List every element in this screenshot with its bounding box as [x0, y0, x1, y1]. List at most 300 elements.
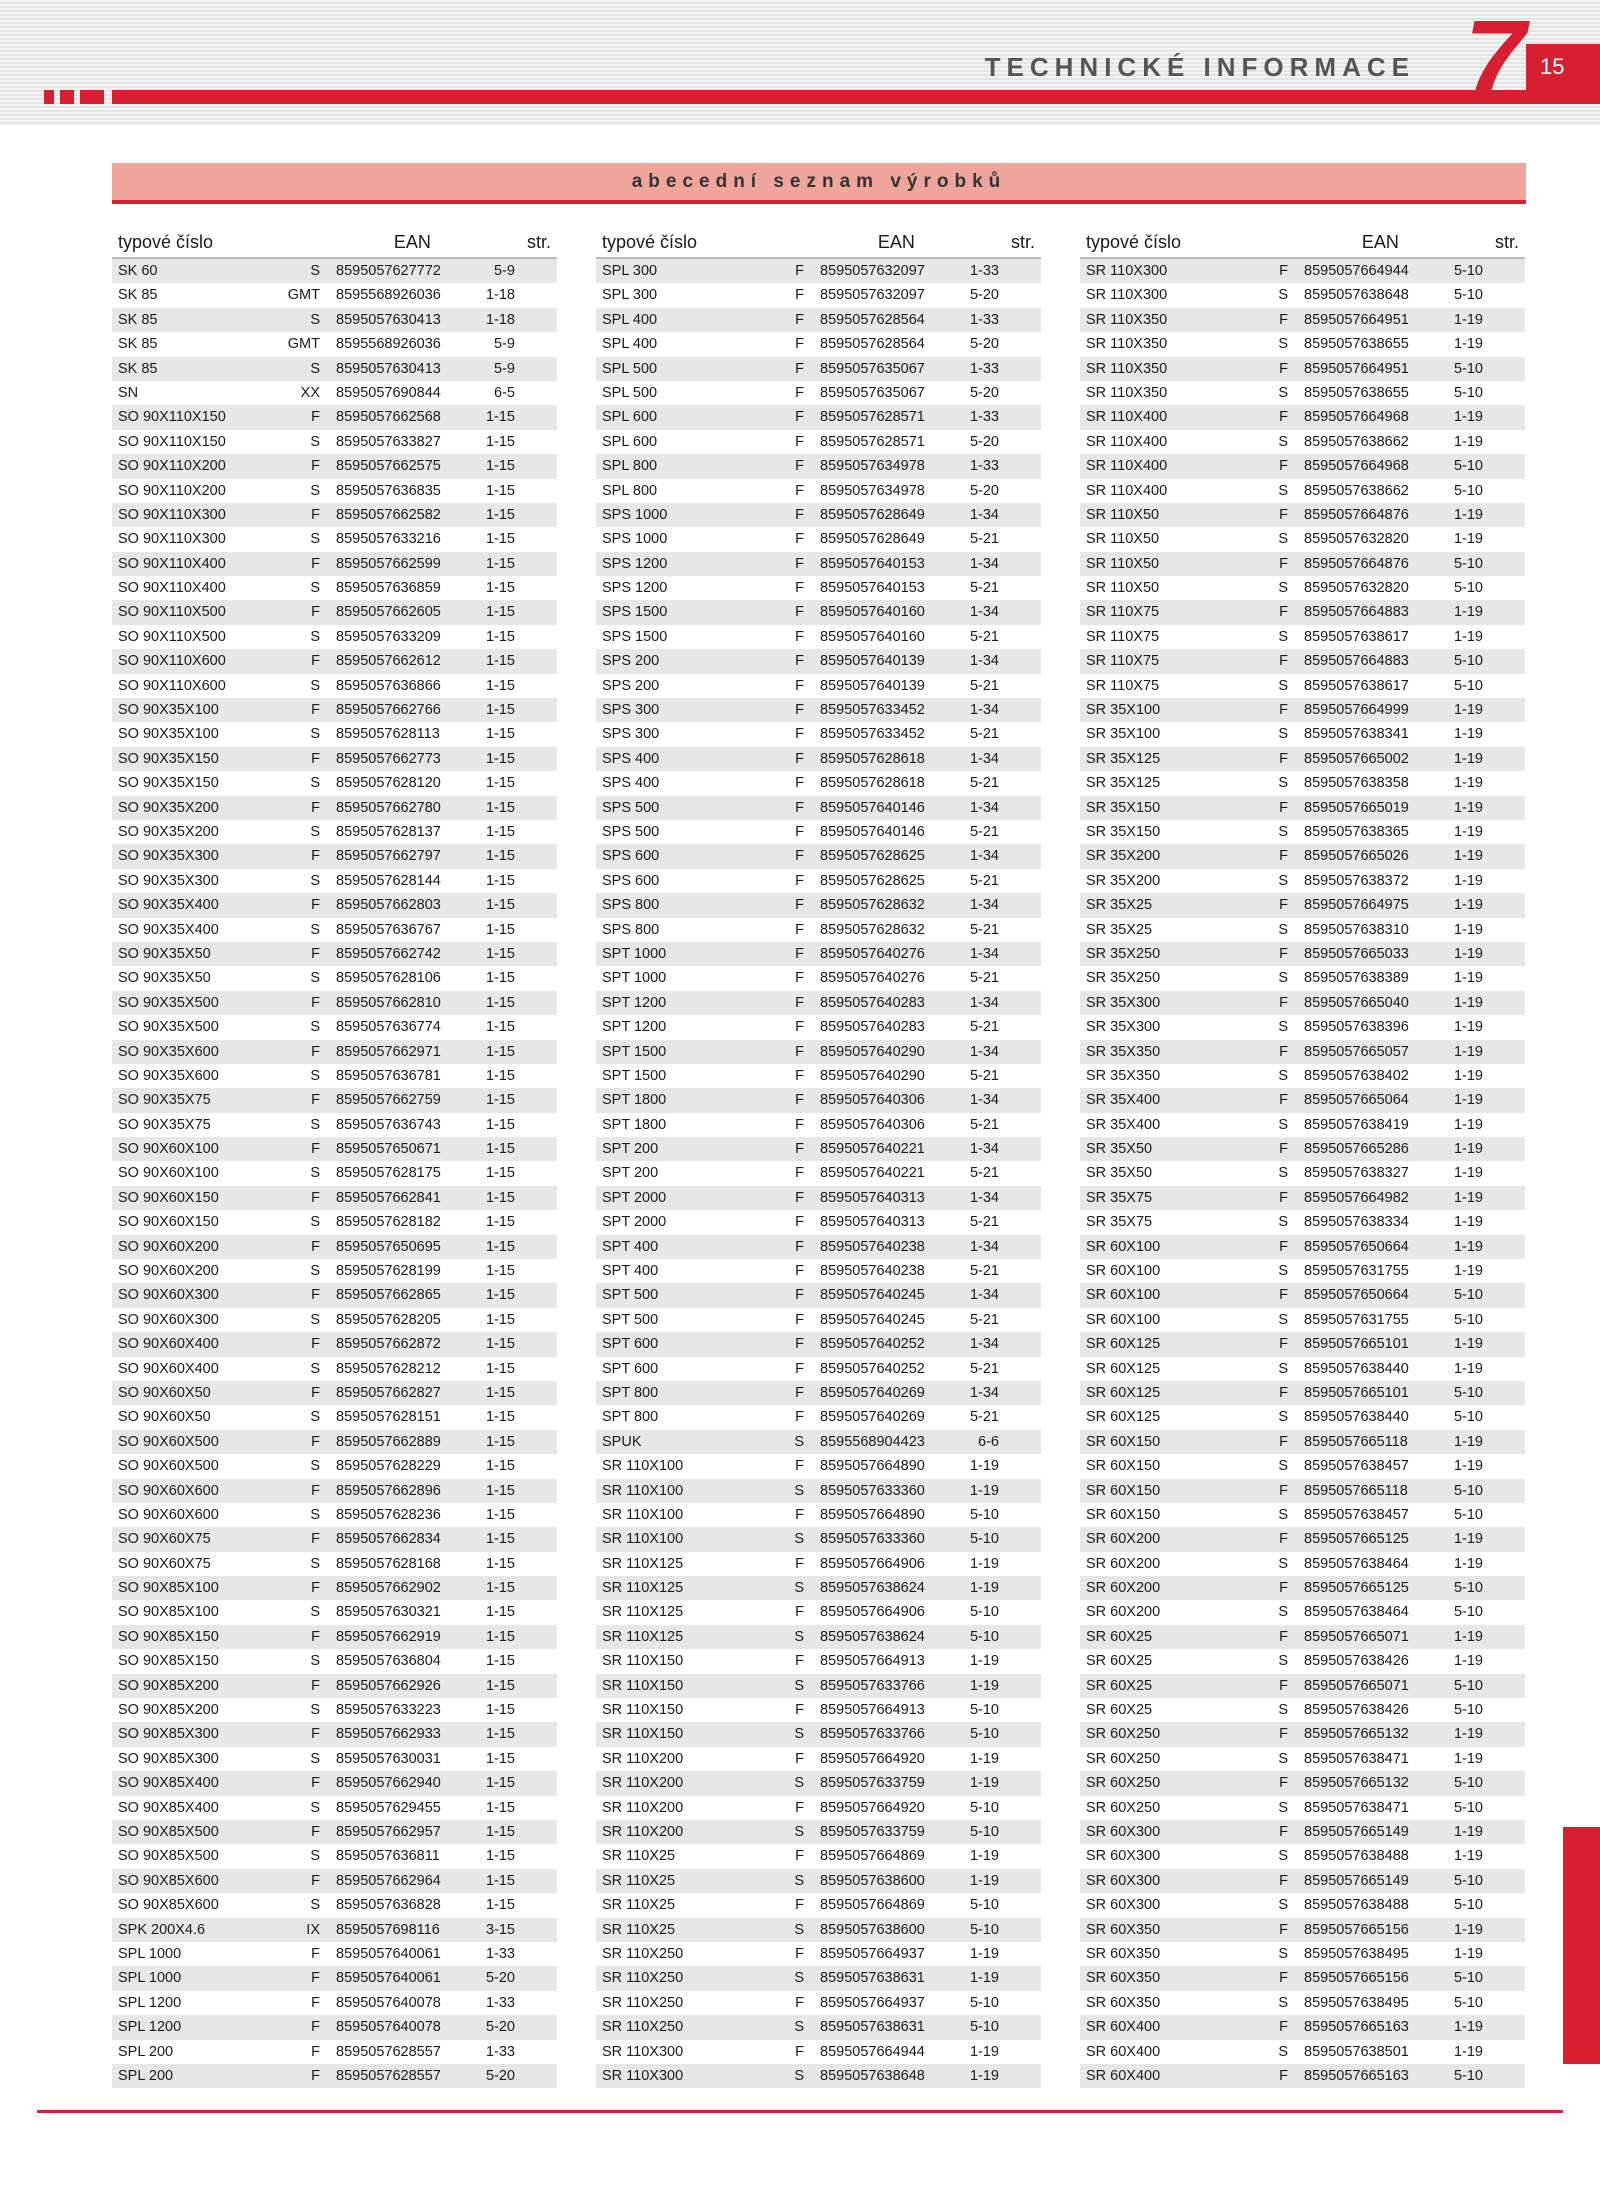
ean-cell: 8595057632820	[1304, 531, 1409, 548]
page-cell: 1-19	[1453, 506, 1483, 523]
variant-cell: GMT	[287, 336, 320, 353]
ean-cell: 8595057638624	[820, 1580, 925, 1597]
page-cell: 5-10	[1453, 1775, 1483, 1792]
header-red-line	[112, 90, 1600, 104]
table-row	[1080, 966, 1525, 990]
ean-cell: 8595057638440	[1304, 1360, 1409, 1377]
page-cell: 5-10	[1453, 458, 1483, 475]
variant-cell: S	[310, 921, 320, 938]
variant-cell: S	[794, 1482, 804, 1499]
type-number-cell: SR 110X50	[1086, 555, 1160, 572]
variant-cell: F	[311, 1238, 320, 1255]
ean-cell: 8595057632820	[1304, 580, 1409, 597]
page-cell: 6-5	[494, 384, 515, 401]
ean-cell: 8595057640221	[820, 1165, 925, 1182]
type-number-cell: SO 90X110X400	[118, 555, 226, 572]
page-cell: 1-34	[969, 1287, 999, 1304]
type-number-cell: SR 110X350	[1086, 311, 1168, 328]
table-row	[596, 1649, 1041, 1673]
variant-cell: F	[795, 1409, 804, 1426]
type-number-cell: SO 90X35X500	[118, 1019, 219, 1036]
ean-cell: 8595057633360	[820, 1482, 925, 1499]
ean-cell: 8595057638495	[1304, 1994, 1409, 2011]
type-number-cell: SO 90X60X150	[118, 1214, 219, 1231]
page-cell: 1-15	[485, 1653, 515, 1670]
ean-cell: 8595057640245	[820, 1311, 925, 1328]
ean-cell: 8595057664944	[1304, 263, 1409, 279]
page-cell: 1-19	[969, 1677, 999, 1694]
page-cell: 1-19	[1453, 1141, 1483, 1158]
table-row	[596, 1576, 1041, 1600]
table-row	[596, 1552, 1041, 1576]
ean-cell: 8595057629455	[336, 1799, 441, 1816]
variant-cell: F	[311, 1580, 320, 1597]
type-number-cell: SPS 1000	[602, 531, 668, 548]
page-cell: 1-19	[969, 1555, 999, 1572]
ean-cell: 8595057662803	[336, 897, 441, 914]
page-cell: 1-15	[485, 823, 515, 840]
variant-cell: F	[795, 360, 804, 377]
table-row	[1080, 308, 1525, 332]
page-cell: 5-10	[969, 1994, 999, 2011]
ean-cell: 8595057664968	[1304, 409, 1409, 426]
page-cell: 1-19	[1453, 970, 1483, 987]
table-row	[112, 1552, 557, 1576]
type-number-cell: SR 110X400	[1086, 482, 1168, 499]
page-cell: 1-15	[485, 1019, 515, 1036]
type-number-cell: SPK 200X4.6	[118, 1921, 206, 1938]
page-cell: 5-9	[494, 336, 515, 353]
table-row	[112, 2040, 557, 2064]
type-number-cell: SO 90X110X600	[118, 677, 226, 694]
table-row	[596, 1088, 1041, 1112]
type-number-cell: SR 60X125	[1086, 1336, 1161, 1353]
header-page: str.	[1011, 232, 1036, 252]
table-row	[1080, 259, 1525, 283]
variant-cell: F	[311, 1531, 320, 1548]
page-cell: 1-34	[969, 1238, 999, 1255]
table-row	[1080, 1332, 1525, 1356]
variant-cell: S	[310, 1263, 320, 1280]
variant-cell: S	[794, 1824, 804, 1840]
ean-cell: 8595057662582	[336, 506, 441, 523]
page-cell: 1-15	[485, 1360, 515, 1377]
variant-cell: F	[795, 677, 804, 694]
page-cell: 1-15	[485, 945, 515, 962]
variant-cell: S	[1278, 628, 1288, 645]
table-row	[112, 600, 557, 624]
table-row	[1080, 1040, 1525, 1064]
page-cell: 1-15	[485, 458, 515, 475]
page-cell: 1-19	[1453, 336, 1483, 353]
ean-cell: 8595057690844	[336, 384, 441, 401]
variant-cell: F	[795, 263, 804, 279]
page-cell: 5-21	[969, 531, 999, 548]
table-row	[596, 430, 1041, 454]
table-row	[596, 869, 1041, 893]
variant-cell: S	[310, 1897, 320, 1914]
variant-cell: F	[311, 945, 320, 962]
page-cell: 1-19	[1453, 2019, 1483, 2036]
ean-cell: 8595057662766	[336, 702, 441, 719]
ean-cell: 8595057640290	[820, 1067, 925, 1084]
ean-cell: 8595057636828	[336, 1897, 441, 1914]
variant-cell: F	[795, 1384, 804, 1401]
variant-cell: F	[311, 1726, 320, 1743]
variant-cell: S	[794, 1433, 804, 1450]
variant-cell: F	[795, 775, 804, 792]
variant-cell: F	[795, 1116, 804, 1133]
page-cell: 1-19	[1453, 1848, 1483, 1865]
table-row	[1080, 2064, 1525, 2088]
variant-cell: F	[795, 506, 804, 523]
variant-cell: S	[1278, 1165, 1288, 1182]
table-row	[1080, 674, 1525, 698]
variant-cell: F	[1279, 848, 1288, 865]
table-row	[1080, 1137, 1525, 1161]
type-number-cell: SPS 1500	[602, 604, 668, 621]
table-row	[596, 796, 1041, 820]
variant-cell: F	[311, 750, 320, 767]
table-row	[596, 381, 1041, 405]
variant-cell: S	[310, 1311, 320, 1328]
table-row	[112, 649, 557, 673]
page-cell: 5-21	[969, 775, 999, 792]
page-cell: 1-15	[485, 1189, 515, 1206]
page-cell: 5-10	[1453, 1872, 1483, 1889]
ean-cell: 8595057638358	[1304, 775, 1409, 792]
ean-cell: 8595057640139	[820, 653, 925, 670]
table-row	[596, 357, 1041, 381]
variant-cell: S	[1278, 1799, 1288, 1816]
variant-cell: F	[1279, 360, 1288, 377]
page-cell: 1-19	[1453, 702, 1483, 719]
table-row	[596, 259, 1041, 283]
page-cell: 1-19	[1453, 1653, 1483, 1670]
variant-cell: S	[310, 482, 320, 499]
type-number-cell: SPT 500	[602, 1287, 659, 1304]
type-number-cell: SO 90X85X150	[118, 1653, 219, 1670]
ean-cell: 8595057665286	[1304, 1141, 1409, 1158]
variant-cell: S	[310, 1019, 320, 1036]
type-number-cell: SPS 500	[602, 799, 660, 816]
ean-cell: 8595057640245	[820, 1287, 925, 1304]
ean-cell: 8595057662902	[336, 1580, 441, 1597]
table-header	[112, 213, 557, 259]
table-row	[112, 1625, 557, 1649]
ean-cell: 8595057628625	[820, 872, 925, 889]
product-table-column-3	[1080, 213, 1525, 2088]
table-row	[596, 1259, 1041, 1283]
variant-cell: F	[795, 799, 804, 816]
page-cell: 1-19	[1453, 1214, 1483, 1231]
page-cell: 5-21	[969, 628, 999, 645]
type-number-cell: SR 35X400	[1086, 1092, 1161, 1109]
type-number-cell: SR 35X350	[1086, 1067, 1161, 1084]
page-cell: 5-10	[1453, 653, 1483, 670]
table-row	[596, 1454, 1041, 1478]
variant-cell: S	[1278, 775, 1288, 792]
type-number-cell: SO 90X35X600	[118, 1043, 219, 1060]
ean-cell: 8595057630031	[336, 1750, 441, 1767]
page-cell: 1-15	[485, 1824, 515, 1840]
ean-cell: 8595057640238	[820, 1238, 925, 1255]
type-number-cell: SR 60X400	[1086, 2067, 1161, 2084]
page-cell: 5-20	[485, 2067, 515, 2084]
page-cell: 1-19	[969, 1970, 999, 1987]
variant-cell: S	[1278, 677, 1288, 694]
variant-cell: F	[311, 848, 320, 865]
page-cell: 1-33	[969, 409, 999, 426]
type-number-cell: SR 35X250	[1086, 945, 1161, 962]
ean-cell: 8595057662926	[336, 1677, 441, 1694]
page-cell: 5-21	[969, 1214, 999, 1231]
variant-cell: F	[311, 1824, 320, 1840]
page-cell: 1-19	[1453, 628, 1483, 645]
footer-line	[37, 2110, 1563, 2113]
type-number-cell: SR 110X250	[602, 1945, 684, 1962]
variant-cell: F	[795, 531, 804, 548]
ean-cell: 8595057662865	[336, 1287, 441, 1304]
variant-cell: F	[795, 1165, 804, 1182]
variant-cell: F	[795, 1238, 804, 1255]
variant-cell: F	[1279, 945, 1288, 962]
variant-cell: F	[311, 1043, 320, 1060]
type-number-cell: SR 60X250	[1086, 1775, 1161, 1792]
page-cell: 1-15	[485, 1458, 515, 1475]
type-number-cell: SPS 600	[602, 848, 660, 865]
type-number-cell: SO 90X85X100	[118, 1604, 219, 1621]
page-cell: 1-15	[485, 1263, 515, 1280]
type-number-cell: SPL 200	[118, 2043, 174, 2060]
page-cell: 1-15	[485, 775, 515, 792]
type-number-cell: SO 90X60X100	[118, 1165, 219, 1182]
type-number-cell: SR 110X100	[602, 1506, 684, 1523]
ean-cell: 8595057665026	[1304, 848, 1409, 865]
table-row	[112, 1357, 557, 1381]
variant-cell: F	[795, 823, 804, 840]
table-row	[596, 1210, 1041, 1234]
page-cell: 5-10	[1453, 1994, 1483, 2011]
ean-cell: 8595057638648	[1304, 287, 1409, 304]
ean-cell: 8595057665132	[1304, 1775, 1409, 1792]
ean-cell: 8595057636811	[336, 1848, 440, 1865]
ean-cell: 8595057665019	[1304, 799, 1409, 816]
ean-cell: 8595057638495	[1304, 1945, 1409, 1962]
variant-cell: S	[1278, 823, 1288, 840]
variant-cell: F	[795, 1360, 804, 1377]
variant-cell: S	[310, 311, 320, 328]
ean-cell: 8595057662780	[336, 799, 441, 816]
variant-cell: F	[1279, 653, 1288, 670]
ean-cell: 8595057638617	[1304, 677, 1409, 694]
type-number-cell: SR 110X150	[602, 1653, 684, 1670]
table-row	[1080, 942, 1525, 966]
table-row	[1080, 454, 1525, 478]
page-cell: 1-34	[969, 1092, 999, 1109]
variant-cell: F	[795, 994, 804, 1011]
page-cell: 5-10	[969, 1726, 999, 1743]
page-cell: 1-19	[969, 1580, 999, 1597]
table-row	[596, 2015, 1041, 2039]
type-number-cell: SPS 800	[602, 921, 660, 938]
table-row	[112, 1527, 557, 1551]
type-number-cell: SR 110X25	[602, 1872, 676, 1889]
page-cell: 1-15	[485, 1897, 515, 1914]
table-row	[1080, 1625, 1525, 1649]
table-row	[596, 1869, 1041, 1893]
variant-cell: S	[1278, 921, 1288, 938]
variant-cell: F	[1279, 1531, 1288, 1548]
page-cell: 1-19	[1453, 1263, 1483, 1280]
variant-cell: S	[310, 1506, 320, 1523]
page-cell: 5-9	[494, 263, 515, 279]
table-row	[596, 479, 1041, 503]
variant-cell: F	[795, 409, 804, 426]
page-cell: 1-15	[485, 1726, 515, 1743]
table-row	[596, 1064, 1041, 1088]
table-row	[596, 600, 1041, 624]
type-number-cell: SO 90X35X400	[118, 921, 219, 938]
page-cell: 1-34	[969, 555, 999, 572]
table-row	[1080, 1088, 1525, 1112]
ean-cell: 8595057628137	[336, 823, 441, 840]
variant-cell: F	[1279, 604, 1288, 621]
table-row	[596, 1040, 1041, 1064]
type-number-cell: SR 60X350	[1086, 1970, 1161, 1987]
ean-cell: 8595057638501	[1304, 2043, 1409, 2060]
table-row	[112, 1308, 557, 1332]
page-cell: 1-19	[1453, 872, 1483, 889]
variant-cell: S	[310, 531, 320, 548]
variant-cell: S	[1278, 1506, 1288, 1523]
type-number-cell: SO 90X85X200	[118, 1702, 219, 1719]
table-row	[112, 1161, 557, 1185]
variant-cell: F	[1279, 1872, 1288, 1889]
ean-cell: 8595057665101	[1304, 1336, 1409, 1353]
table-row	[112, 576, 557, 600]
type-number-cell: SR 110X25	[602, 1897, 676, 1914]
ean-cell: 8595057640269	[820, 1384, 925, 1401]
ean-cell: 8595057665118	[1304, 1433, 1408, 1450]
table-row	[596, 527, 1041, 551]
variant-cell: F	[795, 1189, 804, 1206]
page-cell: 1-15	[485, 1775, 515, 1792]
page-cell: 1-15	[485, 1043, 515, 1060]
page-cell: 5-10	[1453, 1384, 1483, 1401]
variant-cell: F	[795, 1604, 804, 1621]
variant-cell: S	[1278, 336, 1288, 353]
variant-cell: S	[310, 1214, 320, 1231]
variant-cell: F	[311, 702, 320, 719]
ean-cell: 8595057664883	[1304, 604, 1409, 621]
page-cell: 5-21	[969, 726, 999, 743]
type-number-cell: SO 90X35X200	[118, 799, 219, 816]
variant-cell: F	[795, 287, 804, 304]
ean-cell: 8595057662797	[336, 848, 441, 865]
variant-cell: S	[310, 580, 320, 597]
table-row	[1080, 332, 1525, 356]
type-number-cell: SR 35X400	[1086, 1116, 1161, 1133]
table-row	[112, 454, 557, 478]
table-row	[112, 552, 557, 576]
variant-cell: IX	[306, 1921, 320, 1938]
page-cell: 5-10	[969, 1921, 999, 1938]
page-cell: 1-19	[1453, 1360, 1483, 1377]
type-number-cell: SR 110X50	[1086, 531, 1160, 548]
ean-cell: 8595057665125	[1304, 1531, 1409, 1548]
page-cell: 5-10	[1453, 1897, 1483, 1914]
page-cell: 5-20	[969, 384, 999, 401]
page-cell: 5-10	[1453, 482, 1483, 499]
table-row	[596, 1918, 1041, 1942]
page-cell: 5-20	[969, 336, 999, 353]
table-row	[596, 674, 1041, 698]
table-row	[1080, 1771, 1525, 1795]
table-row	[112, 893, 557, 917]
variant-cell: F	[795, 653, 804, 670]
page-cell: 1-19	[1453, 921, 1483, 938]
chapter-side-tab	[1563, 1827, 1600, 2064]
ean-cell: 8595057633759	[820, 1775, 925, 1792]
table-row	[596, 918, 1041, 942]
ean-cell: 8595057662834	[336, 1531, 441, 1548]
variant-cell: F	[1279, 1921, 1288, 1938]
type-number-cell: SO 90X60X75	[118, 1531, 211, 1548]
variant-cell: F	[1279, 555, 1288, 572]
variant-cell: F	[1279, 1092, 1288, 1109]
ean-cell: 8595057638464	[1304, 1555, 1409, 1572]
ean-cell: 8595057638631	[820, 1970, 925, 1987]
ean-cell: 8595057635067	[820, 360, 925, 377]
ean-cell: 8595057664906	[820, 1555, 925, 1572]
ean-cell: 8595057640276	[820, 945, 925, 962]
variant-cell: F	[795, 1994, 804, 2011]
variant-cell: F	[1279, 1287, 1288, 1304]
variant-cell: F	[795, 555, 804, 572]
table-row	[596, 1771, 1041, 1795]
variant-cell: F	[311, 1628, 320, 1645]
variant-cell: F	[795, 726, 804, 743]
ean-cell: 8595057638624	[820, 1628, 925, 1645]
ean-cell: 8595057640061	[336, 1945, 441, 1962]
chapter-number: 7	[1464, 0, 1526, 121]
variant-cell: F	[1279, 506, 1288, 523]
ean-cell: 8595057638440	[1304, 1409, 1409, 1426]
type-number-cell: SR 60X250	[1086, 1750, 1161, 1767]
type-number-cell: SO 90X85X600	[118, 1897, 219, 1914]
page-cell: 1-19	[969, 1848, 999, 1865]
table-row	[1080, 771, 1525, 795]
type-number-cell: SR 60X25	[1086, 1653, 1153, 1670]
variant-cell: S	[794, 2019, 804, 2036]
ean-cell: 8595057638648	[820, 2067, 925, 2084]
table-row	[596, 722, 1041, 746]
ean-cell: 8595057662919	[336, 1628, 441, 1645]
ean-cell: 8595057665149	[1304, 1872, 1409, 1889]
page-cell: 5-21	[969, 1067, 999, 1084]
table-row	[112, 1722, 557, 1746]
type-number-cell: SO 90X60X600	[118, 1506, 219, 1523]
variant-cell: F	[311, 409, 320, 426]
variant-cell: S	[794, 1531, 804, 1548]
table-row	[596, 1430, 1041, 1454]
page-cell: 1-15	[485, 1506, 515, 1523]
table-row	[1080, 1503, 1525, 1527]
variant-cell: S	[310, 872, 320, 889]
table-row	[1080, 625, 1525, 649]
variant-cell: F	[311, 1872, 320, 1889]
